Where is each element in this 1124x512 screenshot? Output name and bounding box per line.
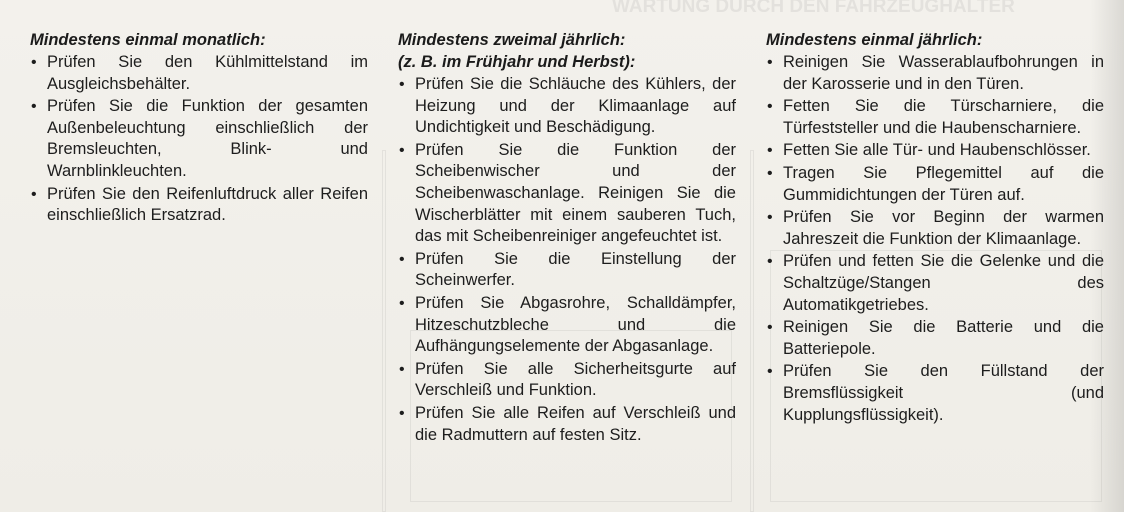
item-text: Prüfen Sie die Funktion der gesamten Außenbeleuchtung einschließlich der Bremsleuchten, Blink- und Warnblinkleuchten. (47, 97, 368, 180)
item-text: Prüfen Sie die Schläuche des Kühlers, der Heizung und der Klimaanlage auf Undichtigkeit und Beschädigung. (415, 75, 736, 137)
list-item (766, 163, 1104, 206)
list-item (766, 361, 1104, 426)
list-item (766, 207, 1104, 250)
item-text: Prüfen Sie den Füllstand der Bremsflüssigkeit (und Kupplungsflüssigkeit). (783, 362, 1104, 424)
column-twice-yearly (398, 30, 736, 447)
item-text: Prüfen und fetten Sie die Gelenke und die Schaltzüge/Stangen des Automatikgetriebes. (783, 252, 1104, 314)
item-text: Prüfen Sie vor Beginn der warmen Jahreszeit die Funktion der Klimaanlage. (783, 208, 1104, 248)
show-through-line (750, 150, 754, 512)
item-text: Tragen Sie Pflegemittel auf die Gummidichtungen der Türen auf. (783, 163, 1104, 204)
checklist (398, 74, 736, 446)
item-text: Prüfen Sie alle Sicherheitsgurte auf Verschleiß und Funktion. (415, 359, 736, 400)
column-monthly (30, 30, 368, 228)
column-yearly (766, 30, 1104, 427)
list-item (30, 96, 368, 182)
item-text: Fetten Sie alle Tür- und Haubenschlösser. (783, 141, 1091, 160)
show-through-line (382, 150, 386, 512)
bullet-icon: • (767, 164, 773, 182)
item-text: Reinigen Sie Wasserablaufbohrungen in der Karosserie und in den Türen. (783, 53, 1104, 93)
bullet-icon: • (31, 98, 37, 116)
list-item (398, 293, 736, 358)
checklist (30, 52, 368, 227)
list-item (398, 359, 736, 402)
list-item (766, 251, 1104, 316)
bullet-icon: • (767, 209, 773, 227)
item-text: Prüfen Sie Abgasrohre, Schalldämpfer, Hitzeschutzbleche und die Aufhängungselemente der Abgasanlage. (415, 293, 736, 356)
bullet-icon: • (767, 98, 773, 116)
checklist (766, 52, 1104, 426)
item-text: Prüfen Sie den Reifenluftdruck aller Reifen einschließlich Ersatzrad. (47, 184, 368, 225)
bullet-icon: • (767, 319, 773, 337)
list-item (30, 184, 368, 227)
column-heading: Mindestens einmal jährlich: (766, 31, 983, 49)
bullet-icon: • (767, 142, 773, 160)
list-item (398, 249, 736, 292)
item-text: Prüfen Sie alle Reifen auf Verschleiß und die Radmuttern auf festen Sitz. (415, 403, 736, 444)
list-item (766, 96, 1104, 139)
column-subheading: (z. B. im Frühjahr und Herbst): (398, 53, 636, 71)
bullet-icon: • (31, 54, 37, 71)
list-item (398, 74, 736, 139)
item-text: Prüfen Sie den Kühlmittelstand im Ausgleichsbehälter. (47, 53, 368, 93)
bullet-icon: • (399, 360, 405, 378)
column-heading: Mindestens einmal monatlich: (30, 31, 266, 49)
bullet-icon: • (767, 54, 773, 71)
bullet-icon: • (31, 185, 37, 203)
item-text: Prüfen Sie die Einstellung der Scheinwerfer. (415, 249, 736, 290)
bullet-icon: • (399, 250, 405, 268)
bullet-icon: • (399, 294, 405, 312)
item-text: Fetten Sie die Türscharniere, die Türfeststeller und die Haubenscharniere. (783, 97, 1104, 137)
list-item (766, 52, 1104, 95)
bullet-icon: • (399, 404, 405, 422)
bullet-icon: • (399, 141, 405, 159)
bullet-icon: • (767, 363, 773, 381)
list-item (398, 140, 736, 248)
bullet-icon: • (399, 76, 405, 93)
list-item (30, 52, 368, 95)
item-text: Prüfen Sie die Funktion der Scheibenwischer und der Scheibenwaschanlage. Reinigen Sie die Wischerblätter mit einem sauberen Tuch, das mit Scheibenreiniger angefeuchtet ist. (415, 140, 736, 246)
list-item (398, 403, 736, 446)
bullet-icon: • (767, 253, 773, 271)
list-item (766, 317, 1104, 360)
show-through-text: WARTUNG DURCH DEN FAHRZEUGHALTER (612, 0, 1015, 17)
column-heading: Mindestens zweimal jährlich: (398, 31, 626, 49)
list-item (766, 140, 1104, 162)
item-text: Reinigen Sie die Batterie und die Batteriepole. (783, 318, 1104, 358)
